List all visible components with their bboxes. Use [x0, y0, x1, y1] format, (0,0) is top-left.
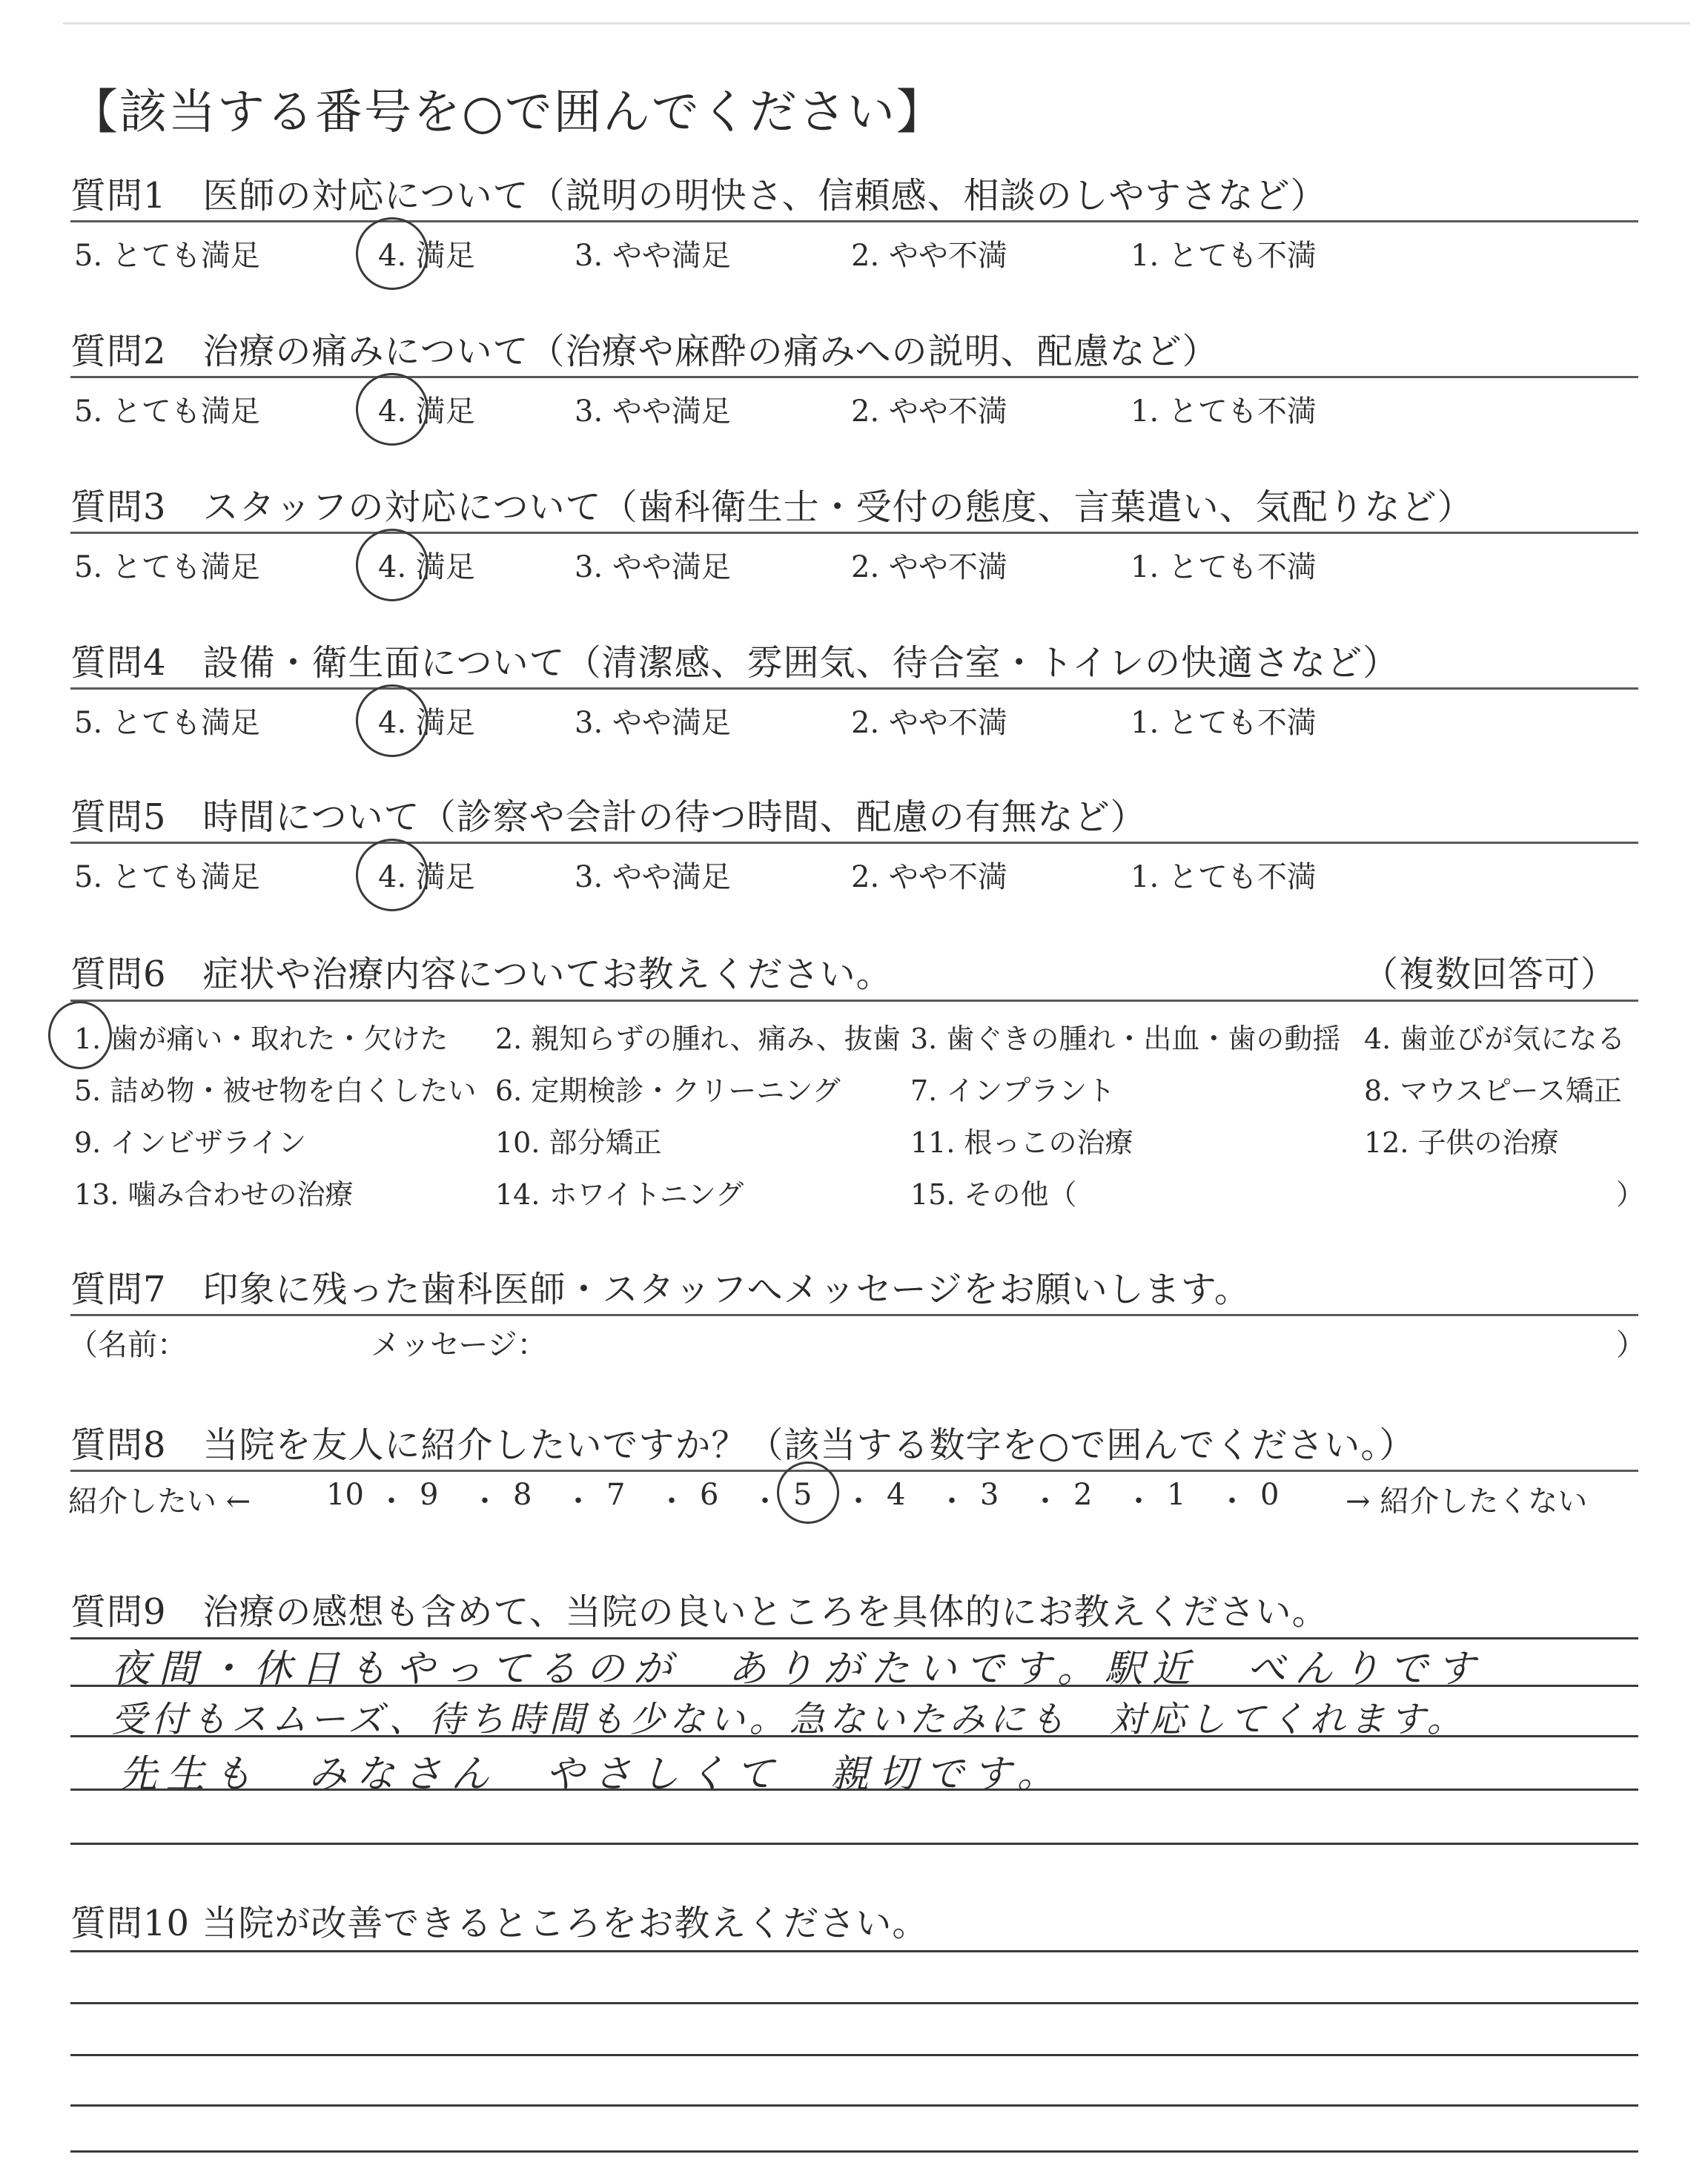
- q6-option[interactable]: 4. 歯並びが気になる: [1364, 1023, 1626, 1055]
- q8-scale-value[interactable]: 8: [513, 1478, 532, 1512]
- q6-note: （複数回答可）: [1363, 954, 1618, 995]
- q8-separator-dot: ・: [1124, 1484, 1153, 1519]
- q10-write-line: [70, 1950, 1638, 1952]
- q1-option[interactable]: 4. 満足: [378, 239, 475, 273]
- q6-option[interactable]: 13. 噛み合わせの治療: [74, 1178, 354, 1211]
- q1-option[interactable]: 3. やや満足: [575, 239, 731, 273]
- q6-rule: [70, 1000, 1638, 1002]
- q6-option[interactable]: 8. マウスピース矯正: [1364, 1074, 1622, 1107]
- q2-option[interactable]: 5. とても満足: [74, 394, 260, 429]
- q7-rule: [70, 1314, 1638, 1316]
- q8-scale-value[interactable]: 10: [326, 1478, 364, 1512]
- q9-handwritten-line: 受付もスムーズ、待ち時間も少ない。急ないたみにも 対応してくれます。: [111, 1699, 1467, 1740]
- q8-left-label: 紹介したい ←: [68, 1484, 251, 1519]
- q6-option[interactable]: 5. 詰め物・被せ物を白くしたい: [74, 1074, 477, 1107]
- q9-write-line: [70, 1843, 1638, 1845]
- q8-scale-value[interactable]: 5: [793, 1478, 812, 1512]
- q4-option[interactable]: 2. やや不満: [851, 706, 1007, 740]
- q5-option[interactable]: 1. とても不満: [1131, 860, 1317, 894]
- q4-heading: 質問4 設備・衛生面について（清潔感、雰囲気、待合室・トイレの快適さなど）: [70, 642, 1400, 684]
- q4-option[interactable]: 1. とても不満: [1131, 706, 1317, 740]
- q6-option[interactable]: 9. インビザライン: [74, 1126, 307, 1159]
- instruction-heading: 【該当する番号を○で囲んでください】: [70, 85, 945, 140]
- q10-heading: 質問10 当院が改善できるところをお教えください。: [70, 1903, 929, 1944]
- q8-scale-value[interactable]: 3: [980, 1478, 999, 1512]
- q3-option[interactable]: 4. 満足: [378, 550, 475, 584]
- q3-rule: [70, 532, 1638, 534]
- q5-option[interactable]: 2. やや不満: [851, 860, 1007, 894]
- selection-circle: [356, 529, 428, 601]
- q10-write-line: [70, 2002, 1638, 2004]
- q1-rule: [70, 220, 1638, 222]
- q8-separator-dot: ・: [657, 1484, 686, 1519]
- q6-option[interactable]: 7. インプラント: [910, 1074, 1116, 1107]
- q6-option[interactable]: 2. 親知らずの腫れ、痛み、抜歯: [495, 1023, 901, 1055]
- q3-option[interactable]: 1. とても不満: [1131, 550, 1317, 584]
- q1-option[interactable]: 2. やや不満: [851, 239, 1007, 273]
- q8-scale-value[interactable]: 0: [1260, 1478, 1280, 1512]
- q6-option[interactable]: 11. 根っこの治療: [910, 1126, 1133, 1159]
- q9-heading: 質問9 治療の感想も含めて、当院の良いところを具体的にお教えください。: [70, 1591, 1328, 1633]
- q9-handwritten-line: 夜間・休日もやってるのが ありがたいです。駅近 べんりです: [111, 1647, 1484, 1691]
- q8-scale-value[interactable]: 2: [1073, 1478, 1093, 1512]
- q1-option[interactable]: 1. とても不満: [1131, 239, 1317, 273]
- q7-close: ）: [1616, 1328, 1646, 1362]
- q2-rule: [70, 376, 1638, 378]
- q1-heading: 質問1 医師の対応について（説明の明快さ、信頼感、相談のしやすさなど）: [70, 175, 1327, 217]
- q8-separator-dot: ・: [377, 1484, 406, 1519]
- q4-option[interactable]: 4. 満足: [378, 706, 475, 740]
- q5-option[interactable]: 4. 満足: [378, 860, 475, 894]
- q3-option[interactable]: 2. やや不満: [851, 550, 1007, 584]
- q8-scale-value[interactable]: 6: [700, 1478, 719, 1512]
- q1-option[interactable]: 5. とても満足: [74, 239, 260, 273]
- q2-heading: 質問2 治療の痛みについて（治療や麻酔の痛みへの説明、配慮など）: [70, 331, 1219, 372]
- q8-scale-value[interactable]: 9: [420, 1478, 439, 1512]
- q7-message-label: メッセージ：: [371, 1328, 547, 1362]
- q8-scale-value[interactable]: 4: [887, 1478, 906, 1512]
- q2-option[interactable]: 2. やや不満: [851, 394, 1007, 429]
- q8-scale-value[interactable]: 1: [1167, 1478, 1186, 1512]
- q8-separator-dot: ・: [1030, 1484, 1060, 1519]
- selection-circle: [356, 373, 428, 446]
- q2-option[interactable]: 1. とても不満: [1131, 394, 1317, 429]
- q4-rule: [70, 687, 1638, 690]
- q6-option[interactable]: 14. ホワイトニング: [495, 1178, 744, 1211]
- q6-option[interactable]: 1. 歯が痛い・取れた・欠けた: [74, 1023, 448, 1055]
- selection-circle: [356, 217, 428, 290]
- q5-heading: 質問5 時間について（診察や会計の待つ時間、配慮の有無など）: [70, 796, 1147, 838]
- q6-other-close: ）: [1616, 1178, 1645, 1211]
- q7-name-label: （名前：: [68, 1328, 187, 1362]
- selection-circle: [356, 839, 428, 911]
- q6-option[interactable]: 6. 定期検診・クリーニング: [495, 1074, 841, 1107]
- q8-rule: [70, 1470, 1638, 1472]
- q3-option[interactable]: 3. やや満足: [575, 550, 731, 584]
- selection-circle: [777, 1462, 839, 1524]
- q8-separator-dot: ・: [563, 1484, 593, 1519]
- q6-option[interactable]: 15. その他（: [910, 1178, 1077, 1211]
- q6-option[interactable]: 10. 部分矯正: [495, 1126, 662, 1159]
- q4-option[interactable]: 3. やや満足: [575, 706, 731, 740]
- q2-option[interactable]: 4. 満足: [378, 394, 475, 429]
- q4-option[interactable]: 5. とても満足: [74, 706, 260, 740]
- selection-circle: [48, 1001, 112, 1069]
- q2-option[interactable]: 3. やや満足: [575, 394, 731, 429]
- q10-write-line: [70, 2150, 1638, 2153]
- q7-heading: 質問7 印象に残った歯科医師・スタッフへメッセージをお願いします。: [70, 1269, 1251, 1310]
- q10-write-line: [70, 2054, 1638, 2056]
- q8-heading: 質問8 当院を友人に紹介したいですか？（該当する数字を○で囲んでください。）: [70, 1424, 1416, 1466]
- q8-scale-value[interactable]: 7: [606, 1478, 626, 1512]
- q8-separator-dot: ・: [937, 1484, 967, 1519]
- q3-heading: 質問3 スタッフの対応について（歯科衛生士・受付の態度、言葉遣い、気配りなど）: [70, 486, 1474, 528]
- q8-right-label: → 紹介したくない: [1345, 1484, 1588, 1519]
- q8-separator-dot: ・: [470, 1484, 500, 1519]
- selection-circle: [356, 684, 428, 757]
- q6-option[interactable]: 3. 歯ぐきの腫れ・出血・歯の動揺: [910, 1023, 1341, 1055]
- q9-handwritten-line: 先生も みなさん やさしくて 親切です。: [119, 1752, 1065, 1797]
- scan-edge-line: [63, 22, 1690, 24]
- q5-rule: [70, 842, 1638, 844]
- q6-heading: 質問6 症状や治療内容についてお教えください。: [70, 954, 893, 995]
- q8-separator-dot: ・: [750, 1484, 780, 1519]
- q6-option[interactable]: 12. 子供の治療: [1364, 1126, 1559, 1159]
- q8-separator-dot: ・: [844, 1484, 873, 1519]
- q5-option[interactable]: 5. とても満足: [74, 860, 260, 894]
- q5-option[interactable]: 3. やや満足: [575, 860, 731, 894]
- q8-separator-dot: ・: [1217, 1484, 1247, 1519]
- q10-write-line: [70, 2104, 1638, 2107]
- q3-option[interactable]: 5. とても満足: [74, 550, 260, 584]
